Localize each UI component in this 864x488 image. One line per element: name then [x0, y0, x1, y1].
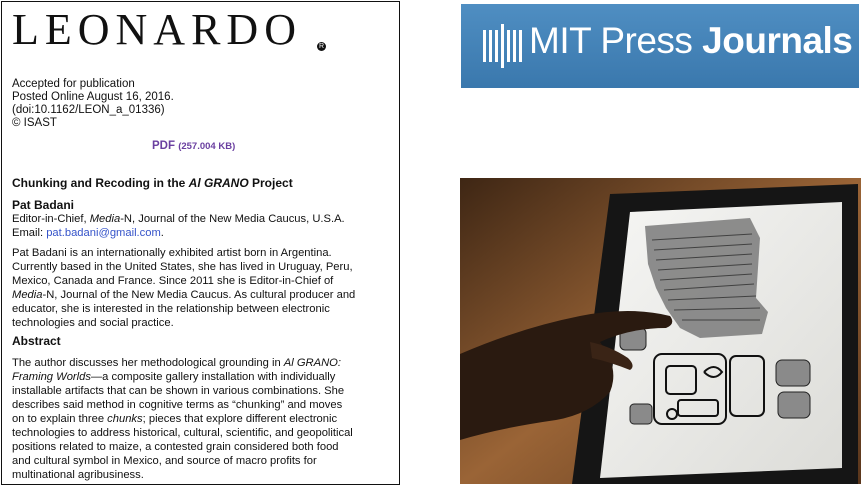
- abstract-line: positions related to maize, a contested grain considered both food: [12, 441, 339, 453]
- bio-line: Mexico, Canada and France. Since 2011 she is Editor-in-Chief of: [12, 275, 334, 287]
- bio-line: educator, she is interested in the relationship between electronic: [12, 303, 330, 315]
- bio-line: Currently based in the United States, she has lived in Uruguay, Peru,: [12, 261, 353, 273]
- banner-title: MIT Press Journals: [529, 20, 853, 61]
- abstract-heading: Abstract: [12, 334, 61, 348]
- abstract-line: multinational agribusiness.: [12, 469, 144, 481]
- article-title: Chunking and Recoding in the Al GRANO Project: [12, 176, 293, 190]
- abstract-line: The author discusses her methodological grounding in Al GRANO:: [12, 357, 341, 369]
- bio-line: Media-N, Journal of the New Media Caucus. As cultural producer and: [12, 289, 356, 301]
- abstract-line: installable artifacts that can be shown in various combinations. She: [12, 385, 345, 397]
- posted-date: Posted Online August 16, 2016.: [12, 91, 174, 103]
- bio-line: technologies and social practice.: [12, 317, 174, 329]
- author-role: Editor-in-Chief, Media-N, Journal of the New Media Caucus, U.S.A.: [12, 213, 345, 225]
- leonardo-logo: LEONARDO: [12, 5, 302, 54]
- abstract-line: describes said method in cognitive terms as “chunking” and moves: [12, 399, 343, 411]
- bio-line: Pat Badani is an internationally exhibited artist born in Argentina.: [12, 247, 332, 259]
- publication-status: Accepted for publication: [12, 78, 135, 90]
- pdf-size: (257.004 KB): [178, 141, 236, 152]
- tablet-photo: [460, 178, 861, 484]
- author-name: Pat Badani: [12, 198, 75, 212]
- abstract-line: Framing Worlds—a composite gallery installation with individually: [12, 371, 336, 383]
- author-email-link[interactable]: pat.badani@gmail.com: [46, 227, 161, 239]
- copyright: © ISAST: [12, 117, 57, 129]
- doi: (doi:10.1162/LEON_a_01336): [12, 104, 165, 116]
- article-card: [1, 1, 400, 485]
- mit-press-journals-banner[interactable]: [461, 4, 859, 88]
- abstract-line: on to explain three chunks; pieces that explore different electronic: [12, 413, 338, 425]
- author-email-line: Email: pat.badani@gmail.com.: [12, 227, 164, 239]
- abstract-line: and cultural symbol in Mexico, and source of macro profits for: [12, 455, 317, 467]
- mit-barcode-logo-icon: [483, 24, 523, 68]
- pdf-download-link[interactable]: [152, 140, 235, 152]
- pdf-label: PDF: [152, 140, 175, 152]
- tablet-illustration: [460, 178, 861, 484]
- registered-mark-icon: R: [318, 43, 325, 50]
- abstract-line: technologies to address historical, cultural, scientific, and geopolitical: [12, 427, 353, 439]
